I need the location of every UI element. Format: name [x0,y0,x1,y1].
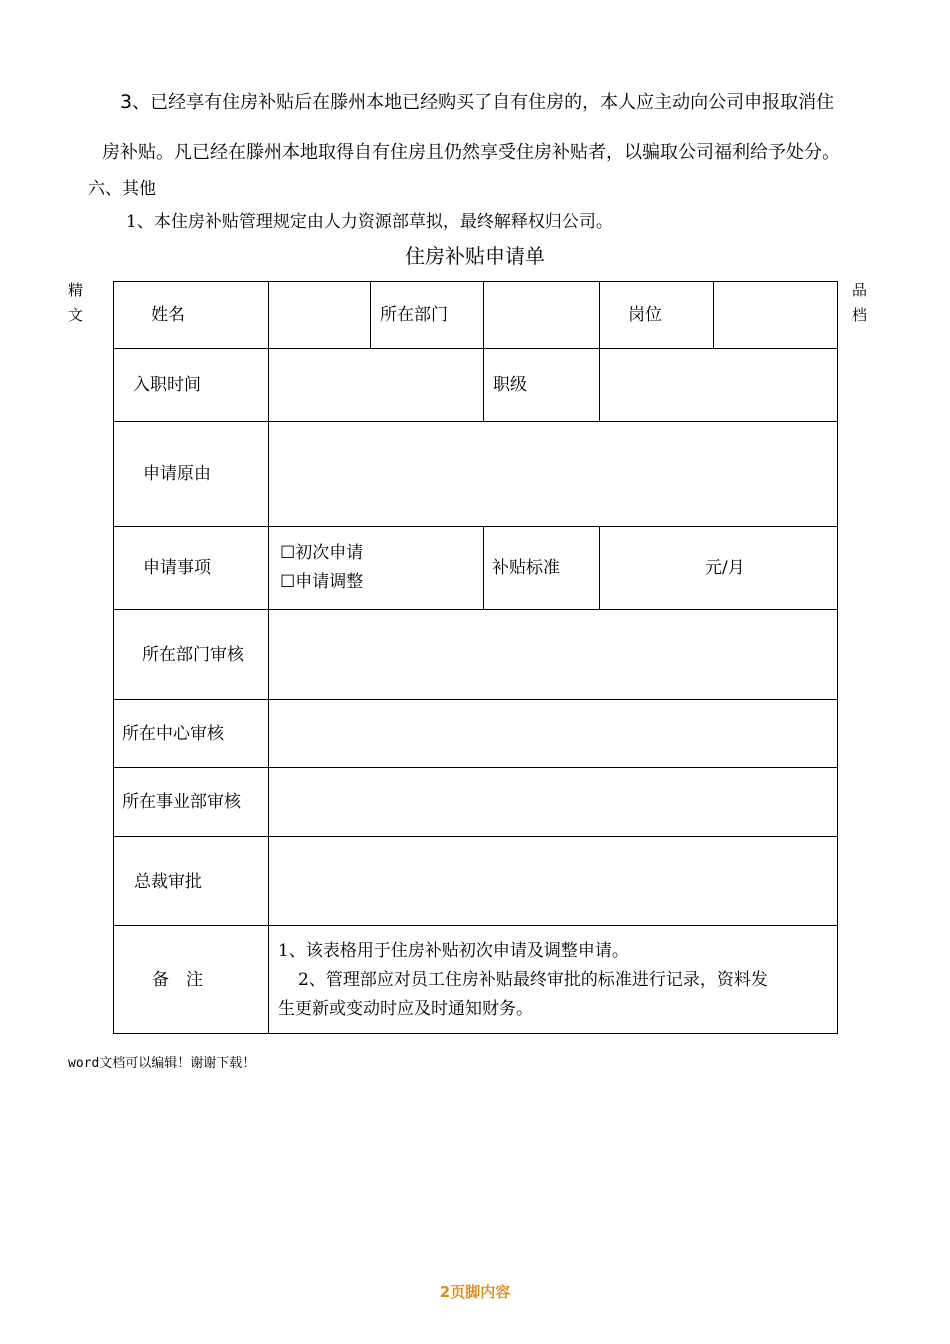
option-adjust-application[interactable] [280,567,363,592]
column-divider [483,526,484,609]
form-title: 住房补贴申请单 [405,244,545,268]
side-text-right [852,278,870,328]
row-divider [113,836,838,837]
label-name: 姓名 [151,305,185,325]
label-grade: 职级 [493,375,527,395]
row-divider [113,348,838,349]
column-divider [599,281,600,421]
note-line-3: 生更新或变动时应及时通知财务。 [278,999,533,1019]
paragraph-item-1: 1、本住房补贴管理规定由人力资源部草拟，最终解释权归公司。 [126,212,613,232]
side-char: 文 [68,306,84,324]
option-label: 初次申请 [295,543,364,563]
label-application-item: 申请事项 [143,558,211,578]
label-center-review: 所在中心审核 [122,724,224,744]
paragraph-text: 、已经享有住房补贴后在滕州本地已经购买了自有住房的，本人应主动向公司申报取消住 [132,92,835,113]
label-remarks: 备 注 [152,970,203,990]
column-divider [713,281,714,348]
checkbox-icon[interactable]: ☐ [280,543,296,563]
note-line-2: 2、管理部应对员工住房补贴最终审批的标准进行记录，资料发 [298,970,768,990]
label-subsidy-standard: 补贴标准 [492,558,560,578]
section-heading: 六、其他 [88,179,156,199]
row-divider [113,699,838,700]
row-divider [113,767,838,768]
option-initial-application[interactable] [280,538,363,563]
row-divider [113,609,838,610]
label-division-review: 所在事业部审核 [122,792,241,812]
label-ceo-approval: 总裁审批 [134,872,202,892]
column-divider [599,526,600,609]
label-reason: 申请原由 [143,464,211,484]
column-divider [483,281,484,421]
editable-note: word文档可以编辑！谢谢下载！ [68,1056,256,1071]
side-char: 精 [68,281,84,299]
subsidy-unit: 元/月 [705,558,745,578]
checkbox-icon[interactable]: ☐ [280,572,296,592]
label-hire-date: 入职时间 [133,375,201,395]
page-footer: 2页脚内容 [439,1283,511,1301]
row-divider [113,526,838,527]
paragraph-continuation: 房补贴。凡已经在滕州本地取得自有住房且仍然享受住房补贴者，以骗取公司福利给予处分。 [102,142,840,163]
note-line-1: 1、该表格用于住房补贴初次申请及调整申请。 [278,941,629,961]
column-divider [370,281,371,348]
row-divider [113,925,838,926]
label-dept-review: 所在部门审核 [142,645,244,665]
label-position: 岗位 [628,305,662,325]
paragraph-item-3 [120,88,834,114]
row-divider [113,421,838,422]
option-label: 申请调整 [295,572,364,592]
side-char: 品 [852,281,868,299]
item-number: 3 [120,91,133,113]
column-divider [268,281,269,1034]
side-char: 档 [852,306,868,324]
label-department: 所在部门 [380,305,448,325]
side-text-left [68,278,86,328]
